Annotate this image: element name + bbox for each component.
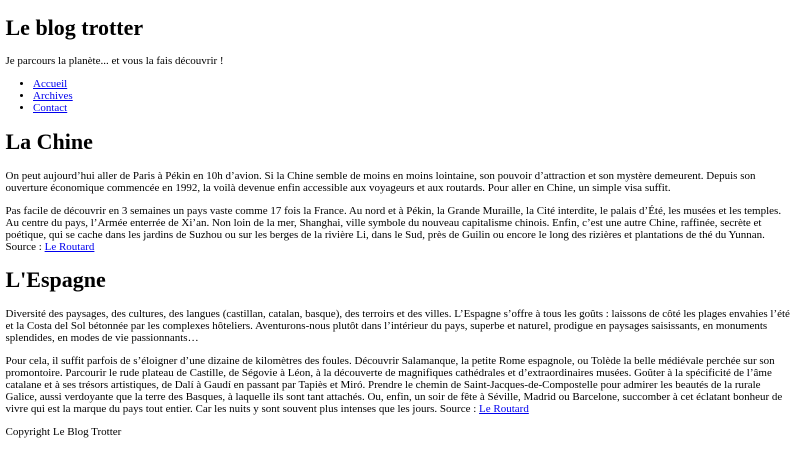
main-nav — [6, 78, 795, 114]
article-chine — [6, 129, 795, 253]
article-paragraph — [6, 205, 795, 253]
source-link[interactable]: Le Routard — [479, 403, 529, 416]
article-paragraph — [6, 355, 795, 415]
nav-item-accueil — [33, 78, 795, 90]
site-header — [6, 15, 795, 68]
nav-item-contact — [33, 102, 795, 114]
article-paragraph-text: Pas facile de découvrir en 3 semaines un pays vaste comme 17 fois la France. Au nord et à Pékin, la Grande Muraille, la Cité interdite, le palais d’Été, les musées et les temples. Au centre du pays, l’Armée enterrée de Xi’an. Non loin de la mer, Shanghai, ville symbole du nouveau capitalisme chinois. Enfin, c’est une autre Chine, raffinée, secrète et poétique, qui se cache dans les jardins de Suzhou ou sur les berges de la rivière Li, dans le Sud, près de Guilin ou encore le long des rizières et plantations de thé du Yunnan. Source : — [5, 204, 782, 253]
nav-link-contact[interactable]: Contact — [33, 102, 68, 115]
article-paragraph: Diversité des paysages, des cultures, des langues (castillan, catalan, basque), des terroirs et des villes. L’Espagne s’offre à tous les goûts : laissons de côté les plages envahies l’été et la Costa del Sol bétonnée par les complexes hôteliers. Aventurons-nous plutôt dans l’intérieur du pays, superbe et naturel, prodigue en paysages saisissants, en monuments splendides, en modes de vie passionnants… — [5, 308, 790, 345]
nav-item-archives — [33, 90, 795, 102]
article-paragraph: On peut aujourd’hui aller de Paris à Pékin en 10h d’avion. Si la Chine semble de moins en moins lointaine, son pouvoir d’attraction et son mystère demeurent. Depuis son ouverture économique commencée en 1992, la voilà devenue enfin accessible aux voyageurs et aux routards. Pour aller en Chine, un simple visa suffit. — [5, 169, 756, 194]
nav-link-accueil[interactable]: Accueil — [33, 78, 68, 91]
site-tagline: Je parcours la planète... et vous la fais découvrir ! — [5, 55, 224, 68]
site-title: Le blog trotter — [5, 14, 144, 40]
copyright-text: Copyright Le Blog Trotter — [5, 426, 122, 439]
site-footer — [6, 426, 795, 438]
article-title: L'Espagne — [5, 267, 106, 293]
article-espagne — [6, 267, 795, 415]
source-link[interactable]: Le Routard — [44, 240, 95, 253]
article-paragraph-text: Pour cela, il suffit parfois de s’éloigner d’une dizaine de kilomètres des foules. Découvrir Salamanque, la petite Rome espagnole, ou Tolède la belle médiévale perchée sur son promontoire. Parcourir le rude plateau de Castille, de Ségovie à Léon, à la découverte de magnifiques cathédrales et d’extraordinaires musées. Goûter à la spécificité de l’âme catalane et à ses trésors artistiques, de Dalí à Gaudí en passant par Tapiès et Miró. Prendre le chemin de Saint-Jacques-de-Compostelle pour admirer les beautés de la rurale Galice, aussi verdoyante que la terre des Basques, à laquelle ils sont tant attachés. Ou, enfin, un soir de fête à Séville, Madrid ou Barcelone, succomber à cet éclatant bonheur de vivre qui est la marque du pays tout entier. Car les nuits y sont souvent plus intenses que les jours. Source : — [5, 355, 783, 416]
article-title: La Chine — [5, 129, 93, 155]
nav-link-archives[interactable]: Archives — [33, 90, 73, 103]
